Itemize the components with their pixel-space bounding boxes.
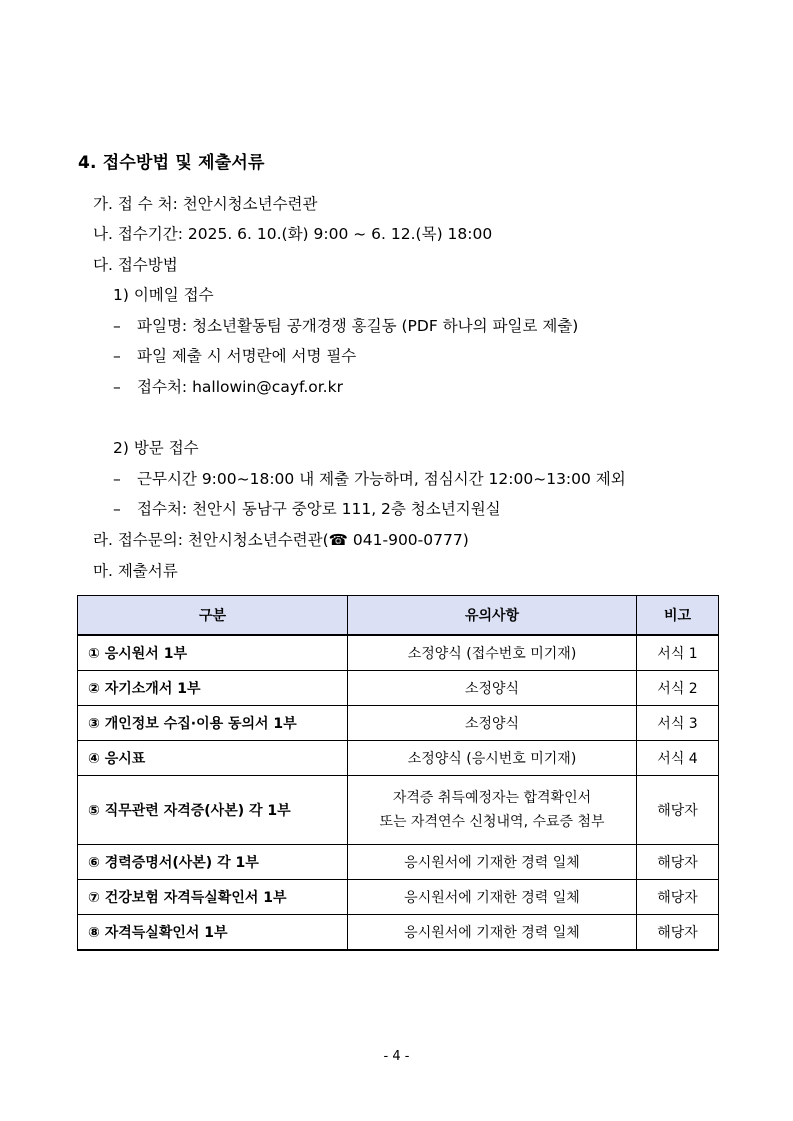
cell-note bbox=[348, 776, 637, 845]
visit-bullet-address bbox=[113, 499, 501, 519]
bullet-dash: – bbox=[113, 470, 121, 488]
cell-remark: 서식 1 bbox=[637, 635, 719, 671]
header-doc: 구분 bbox=[78, 596, 348, 636]
email-bullet-signature bbox=[113, 346, 356, 366]
header-remark: 비고 bbox=[637, 596, 719, 636]
cell-doc: ② 자기소개서 1부 bbox=[78, 671, 348, 706]
item-reception-place: 가. 접 수 처: 천안시청소년수련관 bbox=[93, 195, 318, 213]
bullet-dash: – bbox=[113, 500, 121, 518]
bullet-text: 접수처: 천안시 동남구 중앙로 111, 2층 청소년지원실 bbox=[137, 500, 501, 518]
table-row bbox=[78, 880, 719, 915]
item-reception-method: 다. 접수방법 bbox=[93, 256, 178, 274]
cell-doc: ③ 개인정보 수집·이용 동의서 1부 bbox=[78, 706, 348, 741]
cell-remark: 서식 3 bbox=[637, 706, 719, 741]
email-bullet-address bbox=[113, 377, 343, 397]
cell-doc: ⑦ 건강보험 자격득실확인서 1부 bbox=[78, 880, 348, 915]
table-row bbox=[78, 915, 719, 951]
bullet-text: 파일명: 청소년활동팀 공개경쟁 홍길동 (PDF 하나의 파일로 제출) bbox=[137, 317, 579, 335]
cell-note: 소정양식 (응시번호 미기재) bbox=[348, 741, 637, 776]
cell-remark: 서식 2 bbox=[637, 671, 719, 706]
email-bullet-filename bbox=[113, 316, 578, 336]
visit-reception-title: 2) 방문 접수 bbox=[113, 439, 199, 457]
cell-doc: ④ 응시표 bbox=[78, 741, 348, 776]
item-inquiry: 라. 접수문의: 천안시청소년수련관(☎ 041-900-0777) bbox=[93, 531, 469, 549]
bullet-text: 접수처: hallowin@cayf.or.kr bbox=[137, 378, 343, 396]
bullet-text: 파일 제출 시 서명란에 서명 필수 bbox=[137, 347, 357, 365]
section-heading: 4. 접수방법 및 제출서류 bbox=[78, 153, 265, 173]
table-row bbox=[78, 776, 719, 845]
cell-note: 소정양식 bbox=[348, 671, 637, 706]
cell-doc: ① 응시원서 1부 bbox=[78, 635, 348, 671]
bullet-dash: – bbox=[113, 347, 121, 365]
cell-note-line: 또는 자격연수 신청내역, 수료증 첨부 bbox=[379, 814, 605, 830]
bullet-dash: – bbox=[113, 378, 121, 396]
page-number: - 4 - bbox=[383, 1049, 410, 1064]
cell-note: 응시원서에 기재한 경력 일체 bbox=[348, 845, 637, 880]
cell-remark: 해당자 bbox=[637, 845, 719, 880]
table-row bbox=[78, 706, 719, 741]
cell-note: 소정양식 bbox=[348, 706, 637, 741]
cell-note: 응시원서에 기재한 경력 일체 bbox=[348, 915, 637, 951]
cell-doc: ⑤ 직무관련 자격증(사본) 각 1부 bbox=[78, 776, 348, 845]
cell-remark: 서식 4 bbox=[637, 741, 719, 776]
documents-table bbox=[77, 595, 719, 951]
item-reception-period: 나. 접수기간: 2025. 6. 10.(화) 9:00 ~ 6. 12.(목) 18:00 bbox=[93, 225, 493, 243]
cell-note: 소정양식 (접수번호 미기재) bbox=[348, 635, 637, 671]
table-row bbox=[78, 635, 719, 671]
cell-doc: ⑥ 경력증명서(사본) 각 1부 bbox=[78, 845, 348, 880]
email-reception-title: 1) 이메일 접수 bbox=[113, 286, 214, 304]
visit-bullet-hours bbox=[113, 469, 626, 489]
item-documents: 마. 제출서류 bbox=[93, 562, 178, 580]
table-row bbox=[78, 741, 719, 776]
cell-doc: ⑧ 자격득실확인서 1부 bbox=[78, 915, 348, 951]
cell-note: 응시원서에 기재한 경력 일체 bbox=[348, 880, 637, 915]
table-row bbox=[78, 671, 719, 706]
cell-remark: 해당자 bbox=[637, 915, 719, 951]
table-header-row bbox=[78, 596, 719, 636]
header-note: 유의사항 bbox=[348, 596, 637, 636]
cell-remark: 해당자 bbox=[637, 776, 719, 845]
bullet-text: 근무시간 9:00~18:00 내 제출 가능하며, 점심시간 12:00~13:00 제외 bbox=[137, 470, 626, 488]
cell-note-line: 자격증 취득예정자는 합격확인서 bbox=[392, 790, 592, 806]
cell-remark: 해당자 bbox=[637, 880, 719, 915]
bullet-dash: – bbox=[113, 317, 121, 335]
table-row bbox=[78, 845, 719, 880]
